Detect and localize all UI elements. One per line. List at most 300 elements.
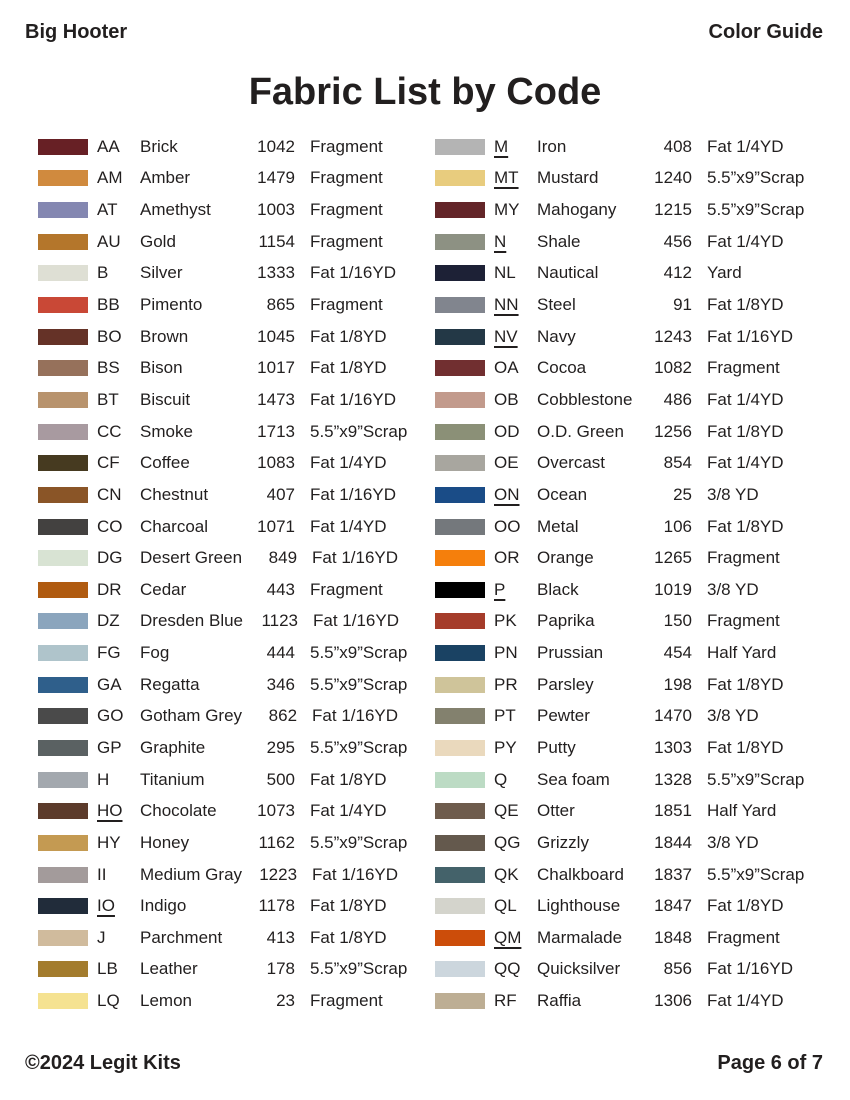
fabric-row: [435, 732, 823, 764]
fabric-quantity: Fat 1/4YD: [310, 453, 387, 473]
fabric-number: 1837: [654, 864, 692, 884]
fabric-quantity: 5.5”x9”Scrap: [707, 864, 805, 884]
fabric-swatch: [435, 170, 485, 186]
fabric-column-left: [38, 131, 426, 1017]
fabric-code: ON: [494, 484, 520, 504]
fabric-name: Nautical: [537, 263, 599, 283]
fabric-quantity: Fragment: [310, 991, 383, 1011]
fabric-row: [38, 606, 426, 638]
fabric-quantity: 5.5”x9”Scrap: [310, 674, 408, 694]
fabric-number: 1256: [654, 421, 692, 441]
fabric-number: 408: [663, 136, 692, 156]
fabric-swatch: [435, 519, 485, 535]
fabric-quantity: Fragment: [707, 927, 780, 947]
fabric-swatch: [38, 772, 88, 788]
fabric-swatch: [435, 297, 485, 313]
fabric-code: P: [494, 579, 506, 599]
fabric-name: Honey: [140, 832, 190, 852]
fabric-quantity: Fat 1/8YD: [310, 326, 387, 346]
fabric-name: Leather: [140, 959, 198, 979]
fabric-code: AM: [97, 168, 123, 188]
fabric-code: AT: [97, 200, 118, 220]
fabric-swatch: [435, 202, 485, 218]
fabric-name: Pewter: [537, 706, 590, 726]
fabric-number: 1162: [258, 832, 295, 852]
fabric-code: DR: [97, 579, 122, 599]
fabric-number: 1303: [654, 737, 692, 757]
fabric-swatch: [38, 392, 88, 408]
fabric-name: Iron: [537, 136, 567, 156]
fabric-swatch: [38, 708, 88, 724]
fabric-row: [435, 606, 823, 638]
fabric-quantity: Fragment: [707, 548, 780, 568]
fabric-number: 346: [266, 674, 295, 694]
fabric-name: Black: [537, 579, 579, 599]
fabric-code: GP: [97, 737, 122, 757]
fabric-name: Cocoa: [537, 358, 587, 378]
fabric-code: AU: [97, 231, 121, 251]
fabric-number: 295: [266, 737, 295, 757]
fabric-code: DG: [97, 548, 123, 568]
fabric-quantity: 3/8 YD: [707, 832, 759, 852]
fabric-quantity: Fat 1/16YD: [707, 959, 793, 979]
fabric-row: [38, 226, 426, 258]
fabric-row: [435, 321, 823, 353]
fabric-code: BB: [97, 295, 120, 315]
fabric-code: CN: [97, 484, 122, 504]
fabric-code: OR: [494, 548, 520, 568]
fabric-quantity: Fat 1/4YD: [707, 389, 784, 409]
fabric-number: 1470: [654, 706, 692, 726]
fabric-name: Regatta: [140, 674, 200, 694]
fabric-name: Titanium: [140, 769, 205, 789]
fabric-swatch: [38, 265, 88, 281]
fabric-row: [38, 352, 426, 384]
fabric-code: NN: [494, 295, 519, 315]
fabric-name: Desert Green: [140, 548, 243, 568]
fabric-row: [435, 258, 823, 290]
fabric-row: [435, 922, 823, 954]
fabric-name: Bison: [140, 358, 183, 378]
fabric-swatch: [435, 772, 485, 788]
fabric-code: AA: [97, 136, 120, 156]
fabric-column-right: [435, 131, 823, 1017]
fabric-code: MY: [494, 200, 520, 220]
fabric-name: Medium Gray: [140, 864, 243, 884]
fabric-code: B: [97, 263, 109, 283]
fabric-code: Q: [494, 769, 508, 789]
fabric-name: Smoke: [140, 421, 193, 441]
fabric-quantity: 3/8 YD: [707, 706, 759, 726]
fabric-code: MT: [494, 168, 519, 188]
fabric-row: [38, 511, 426, 543]
fabric-swatch: [38, 803, 88, 819]
fabric-code: DZ: [97, 611, 120, 631]
fabric-quantity: Fat 1/4YD: [310, 801, 387, 821]
fabric-name: O.D. Green: [537, 421, 624, 441]
fabric-swatch: [38, 234, 88, 250]
fabric-row: [38, 827, 426, 859]
fabric-code: IO: [97, 896, 115, 916]
fabric-row: [38, 701, 426, 733]
fabric-quantity: Fat 1/16YD: [310, 263, 396, 283]
fabric-code: HO: [97, 801, 123, 821]
fabric-row: [38, 637, 426, 669]
fabric-code: LB: [97, 959, 118, 979]
fabric-quantity: 5.5”x9”Scrap: [310, 737, 408, 757]
fabric-row: [38, 795, 426, 827]
fabric-swatch: [435, 613, 485, 629]
fabric-swatch: [435, 898, 485, 914]
fabric-row: [435, 701, 823, 733]
fabric-number: 91: [673, 295, 692, 315]
fabric-swatch: [38, 613, 88, 629]
fabric-number: 456: [663, 231, 692, 251]
fabric-swatch: [435, 139, 485, 155]
fabric-number: 1073: [257, 801, 295, 821]
fabric-name: Gotham Grey: [140, 706, 243, 726]
fabric-name: Metal: [537, 516, 579, 536]
fabric-swatch: [435, 550, 485, 566]
fabric-row: [38, 131, 426, 163]
fabric-code: BT: [97, 389, 119, 409]
fabric-number: 1265: [654, 548, 692, 568]
fabric-quantity: 5.5”x9”Scrap: [310, 421, 408, 441]
fabric-quantity: Fat 1/4YD: [707, 136, 784, 156]
fabric-number: 106: [663, 516, 692, 536]
copyright-text: ©2024 Legit Kits: [25, 1052, 181, 1074]
fabric-name: Paprika: [537, 611, 595, 631]
fabric-code: CO: [97, 516, 123, 536]
fabric-code: H: [97, 769, 110, 789]
fabric-name: Pimento: [140, 295, 203, 315]
fabric-row: [435, 827, 823, 859]
fabric-quantity: Fat 1/8YD: [707, 737, 784, 757]
fabric-quantity: Fragment: [310, 168, 383, 188]
fabric-swatch: [38, 993, 88, 1009]
fabric-row: [435, 985, 823, 1017]
fabric-name: Otter: [537, 801, 575, 821]
fabric-swatch: [435, 740, 485, 756]
fabric-swatch: [38, 645, 88, 661]
fabric-row: [38, 954, 426, 986]
fabric-number: 1713: [257, 421, 295, 441]
project-name: Big Hooter: [25, 21, 128, 43]
fabric-number: 486: [663, 389, 692, 409]
fabric-swatch: [435, 930, 485, 946]
fabric-row: [435, 637, 823, 669]
fabric-row: [435, 447, 823, 479]
fabric-row: [38, 163, 426, 195]
fabric-row: [435, 131, 823, 163]
fabric-number: 1003: [257, 200, 295, 220]
fabric-name: Prussian: [537, 643, 604, 663]
fabric-name: Mustard: [537, 168, 599, 188]
fabric-row: [38, 542, 426, 574]
fabric-swatch: [38, 424, 88, 440]
fabric-code: QG: [494, 832, 521, 852]
fabric-quantity: 5.5”x9”Scrap: [707, 769, 805, 789]
fabric-code: M: [494, 136, 509, 156]
fabric-row: [435, 384, 823, 416]
fabric-number: 865: [266, 295, 295, 315]
fabric-quantity: Fat 1/4YD: [707, 453, 784, 473]
fabric-number: 500: [266, 769, 295, 789]
fabric-quantity: Fat 1/8YD: [707, 896, 784, 916]
fabric-quantity: Fat 1/8YD: [707, 295, 784, 315]
fabric-name: Overcast: [537, 453, 606, 473]
fabric-name: Grizzly: [537, 832, 589, 852]
fabric-code: NL: [494, 263, 516, 283]
fabric-name: Ocean: [537, 484, 588, 504]
fabric-swatch: [38, 170, 88, 186]
fabric-code: N: [494, 231, 507, 251]
fabric-swatch: [38, 455, 88, 471]
fabric-swatch: [435, 835, 485, 851]
fabric-quantity: Fat 1/16YD: [707, 326, 793, 346]
fabric-row: [435, 163, 823, 195]
fabric-code: QL: [494, 896, 517, 916]
fabric-name: Steel: [537, 295, 576, 315]
fabric-name: Shale: [537, 231, 581, 251]
fabric-quantity: 5.5”x9”Scrap: [310, 832, 408, 852]
fabric-quantity: 5.5”x9”Scrap: [310, 643, 408, 663]
fabric-row: [38, 764, 426, 796]
fabric-number: 856: [663, 959, 692, 979]
fabric-row: [435, 954, 823, 986]
fabric-name: Putty: [537, 737, 576, 757]
fabric-code: OE: [494, 453, 519, 473]
fabric-swatch: [38, 677, 88, 693]
fabric-quantity: Fragment: [310, 136, 383, 156]
fabric-row: [38, 574, 426, 606]
fabric-swatch: [38, 139, 88, 155]
fabric-number: 407: [266, 484, 295, 504]
fabric-quantity: Fat 1/16YD: [313, 611, 400, 631]
fabric-row: [38, 258, 426, 290]
guide-label: Color Guide: [708, 21, 823, 43]
fabric-row: [38, 859, 426, 891]
fabric-code: CF: [97, 453, 120, 473]
fabric-swatch: [435, 961, 485, 977]
fabric-row: [435, 479, 823, 511]
fabric-swatch: [435, 265, 485, 281]
fabric-quantity: Fragment: [310, 231, 383, 251]
fabric-code: QE: [494, 801, 519, 821]
fabric-code: HY: [97, 832, 121, 852]
fabric-swatch: [435, 993, 485, 1009]
fabric-code: QQ: [494, 959, 521, 979]
fabric-swatch: [435, 455, 485, 471]
fabric-code: OD: [494, 421, 520, 441]
fabric-number: 1851: [654, 801, 692, 821]
fabric-number: 1848: [654, 927, 692, 947]
fabric-row: [38, 669, 426, 701]
fabric-number: 1243: [654, 326, 692, 346]
fabric-name: Graphite: [140, 737, 206, 757]
fabric-name: Chalkboard: [537, 864, 624, 884]
fabric-code: QM: [494, 927, 522, 947]
fabric-number: 1123: [261, 611, 299, 631]
fabric-number: 1071: [257, 516, 295, 536]
fabric-number: 1479: [257, 168, 295, 188]
fabric-quantity: Half Yard: [707, 643, 777, 663]
fabric-swatch: [38, 867, 88, 883]
fabric-name: Mahogany: [537, 200, 617, 220]
fabric-row: [38, 416, 426, 448]
page-number: Page 6 of 7: [717, 1052, 823, 1074]
fabric-name: Biscuit: [140, 389, 191, 409]
fabric-number: 198: [663, 674, 692, 694]
fabric-name: Amethyst: [140, 200, 211, 220]
fabric-name: Sea foam: [537, 769, 610, 789]
fabric-row: [38, 890, 426, 922]
fabric-row: [38, 384, 426, 416]
fabric-code: BS: [97, 358, 120, 378]
fabric-swatch: [435, 487, 485, 503]
fabric-row: [435, 574, 823, 606]
fabric-name: Charcoal: [140, 516, 209, 536]
fabric-swatch: [38, 740, 88, 756]
fabric-swatch: [435, 234, 485, 250]
fabric-quantity: Fat 1/16YD: [312, 864, 399, 884]
fabric-swatch: [38, 930, 88, 946]
fabric-code: PR: [494, 674, 518, 694]
fabric-quantity: Fat 1/8YD: [310, 769, 387, 789]
fabric-swatch: [435, 677, 485, 693]
fabric-number: 1017: [257, 358, 295, 378]
fabric-quantity: Fat 1/8YD: [310, 896, 387, 916]
fabric-row: [435, 416, 823, 448]
fabric-quantity: Fragment: [707, 611, 780, 631]
fabric-name: Chocolate: [140, 801, 217, 821]
fabric-swatch: [435, 424, 485, 440]
fabric-code: LQ: [97, 991, 120, 1011]
fabric-quantity: Half Yard: [707, 801, 777, 821]
fabric-quantity: Fat 1/16YD: [310, 484, 396, 504]
fabric-number: 1154: [258, 231, 295, 251]
fabric-swatch: [435, 645, 485, 661]
fabric-number: 454: [663, 643, 692, 663]
fabric-swatch: [38, 582, 88, 598]
fabric-swatch: [435, 867, 485, 883]
fabric-number: 1473: [257, 389, 295, 409]
fabric-number: 412: [663, 263, 692, 283]
fabric-number: 1306: [654, 991, 692, 1011]
fabric-swatch: [435, 392, 485, 408]
fabric-code: PT: [494, 706, 516, 726]
fabric-number: 1083: [257, 453, 295, 473]
fabric-swatch: [435, 582, 485, 598]
fabric-name: Silver: [140, 263, 183, 283]
fabric-name: Brick: [140, 136, 178, 156]
fabric-row: [435, 890, 823, 922]
fabric-row: [38, 479, 426, 511]
fabric-number: 1019: [654, 579, 692, 599]
fabric-number: 854: [663, 453, 692, 473]
fabric-name: Gold: [140, 231, 176, 251]
fabric-swatch: [38, 487, 88, 503]
fabric-number: 1082: [654, 358, 692, 378]
fabric-number: 178: [266, 959, 295, 979]
fabric-code: QK: [494, 864, 519, 884]
fabric-quantity: Fat 1/8YD: [310, 358, 387, 378]
fabric-number: 1333: [257, 263, 295, 283]
fabric-quantity: Fat 1/4YD: [707, 231, 784, 251]
fabric-number: 1328: [654, 769, 692, 789]
fabric-number: 443: [266, 579, 295, 599]
fabric-number: 1042: [257, 136, 295, 156]
fabric-code: FG: [97, 643, 121, 663]
fabric-name: Amber: [140, 168, 191, 188]
fabric-quantity: Fragment: [310, 295, 383, 315]
fabric-quantity: Fat 1/8YD: [707, 516, 784, 536]
fabric-quantity: 3/8 YD: [707, 579, 759, 599]
fabric-number: 862: [268, 706, 298, 726]
fabric-name: Lighthouse: [537, 896, 621, 916]
fabric-name: Cobblestone: [537, 389, 633, 409]
fabric-swatch: [38, 519, 88, 535]
fabric-row: [38, 194, 426, 226]
fabric-number: 1240: [654, 168, 692, 188]
fabric-code: RF: [494, 991, 517, 1011]
fabric-quantity: Yard: [707, 263, 742, 283]
fabric-number: 23: [276, 991, 295, 1011]
fabric-swatch: [38, 329, 88, 345]
fabric-code: PY: [494, 737, 517, 757]
fabric-quantity: 5.5”x9”Scrap: [707, 200, 805, 220]
fabric-row: [38, 985, 426, 1017]
fabric-row: [435, 194, 823, 226]
fabric-code: OB: [494, 389, 519, 409]
fabric-quantity: Fat 1/8YD: [707, 421, 784, 441]
fabric-number: 25: [673, 484, 692, 504]
fabric-name: Cedar: [140, 579, 187, 599]
fabric-row: [38, 732, 426, 764]
fabric-swatch: [38, 360, 88, 376]
fabric-number: 849: [268, 548, 298, 568]
fabric-code: GO: [97, 706, 124, 726]
fabric-quantity: Fat 1/16YD: [312, 706, 399, 726]
fabric-quantity: Fat 1/8YD: [310, 927, 387, 947]
fabric-name: Chestnut: [140, 484, 209, 504]
fabric-quantity: Fat 1/8YD: [707, 674, 784, 694]
fabric-name: Coffee: [140, 453, 190, 473]
fabric-row: [435, 542, 823, 574]
fabric-code: PN: [494, 643, 518, 663]
fabric-quantity: Fat 1/4YD: [310, 516, 387, 536]
fabric-row: [38, 922, 426, 954]
fabric-name: Dresden Blue: [140, 611, 244, 631]
fabric-code: NV: [494, 326, 518, 346]
fabric-row: [435, 859, 823, 891]
fabric-name: Raffia: [537, 991, 582, 1011]
fabric-name: Orange: [537, 548, 594, 568]
fabric-code: GA: [97, 674, 122, 694]
fabric-name: Parchment: [140, 927, 223, 947]
fabric-number: 413: [266, 927, 295, 947]
fabric-row: [38, 321, 426, 353]
fabric-row: [435, 289, 823, 321]
fabric-name: Navy: [537, 326, 576, 346]
fabric-swatch: [435, 329, 485, 345]
fabric-name: Lemon: [140, 991, 192, 1011]
fabric-code: J: [97, 927, 106, 947]
fabric-swatch: [38, 961, 88, 977]
fabric-row: [435, 226, 823, 258]
fabric-row: [38, 447, 426, 479]
fabric-number: 1223: [259, 864, 298, 884]
